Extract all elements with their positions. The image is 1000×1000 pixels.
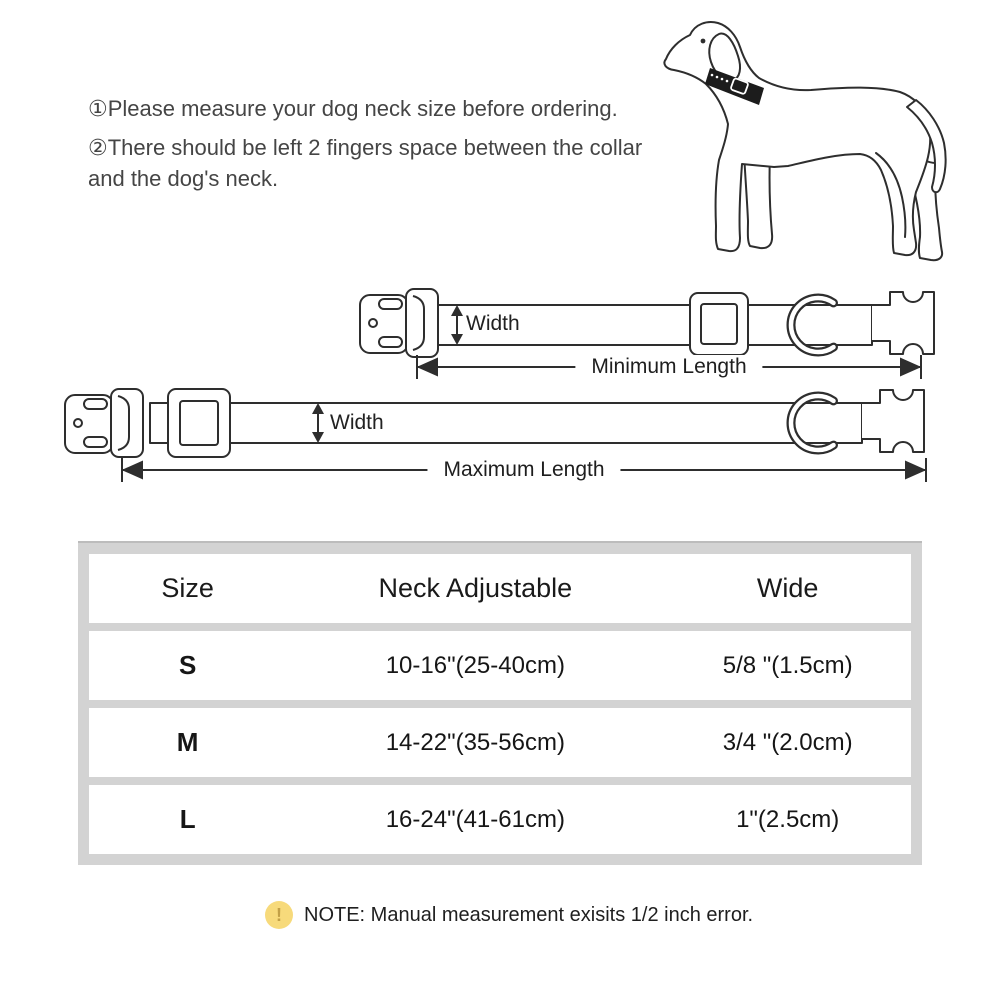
table-row xyxy=(89,785,911,854)
collar-strap xyxy=(150,403,862,443)
size-value: S xyxy=(178,650,197,680)
width-label-max: Width xyxy=(330,411,384,434)
dog-illustration xyxy=(648,12,993,267)
slider-icon xyxy=(168,389,230,457)
neck-value: 14-22"(35-56cm) xyxy=(385,728,565,756)
table-row xyxy=(89,708,911,777)
neck-value: 10-16"(25-40cm) xyxy=(385,651,565,679)
measurement-note xyxy=(265,901,753,929)
clasp-icon xyxy=(862,390,924,452)
maximum-length-dimension xyxy=(120,455,928,485)
slider-icon xyxy=(690,293,748,355)
exclamation-icon: ! xyxy=(265,901,293,929)
minimum-length-label: Minimum Length xyxy=(575,355,762,379)
buckle-icon xyxy=(65,389,143,457)
buckle-icon xyxy=(360,289,438,357)
clasp-icon xyxy=(872,292,934,354)
column-header-neck: Neck Adjustable xyxy=(378,573,573,603)
size-value: M xyxy=(176,727,199,757)
size-value: L xyxy=(179,804,196,834)
column-header-size: Size xyxy=(161,573,214,603)
maximum-length-label: Maximum Length xyxy=(427,458,620,482)
column-header-wide: Wide xyxy=(756,573,819,603)
measuring-instructions xyxy=(88,94,653,203)
size-table xyxy=(78,541,922,865)
neck-value: 16-24"(41-61cm) xyxy=(385,805,565,833)
minimum-length-dimension xyxy=(415,352,923,382)
dog-eye xyxy=(701,39,706,44)
wide-value: 5/8 "(1.5cm) xyxy=(722,651,853,679)
wide-value: 3/4 "(2.0cm) xyxy=(722,728,853,756)
instruction-line-2: ②There should be left 2 fingers space between the collar and the dog's neck. xyxy=(88,135,643,191)
width-label-min: Width xyxy=(466,312,520,335)
note-text: NOTE: Manual measurement exisits 1/2 inch error. xyxy=(304,903,754,926)
instruction-line-1: ①Please measure your dog neck size before ordering. xyxy=(88,96,618,121)
size-table-header-row xyxy=(89,554,911,623)
wide-value: 1"(2.5cm) xyxy=(736,805,840,833)
table-row xyxy=(89,631,911,700)
